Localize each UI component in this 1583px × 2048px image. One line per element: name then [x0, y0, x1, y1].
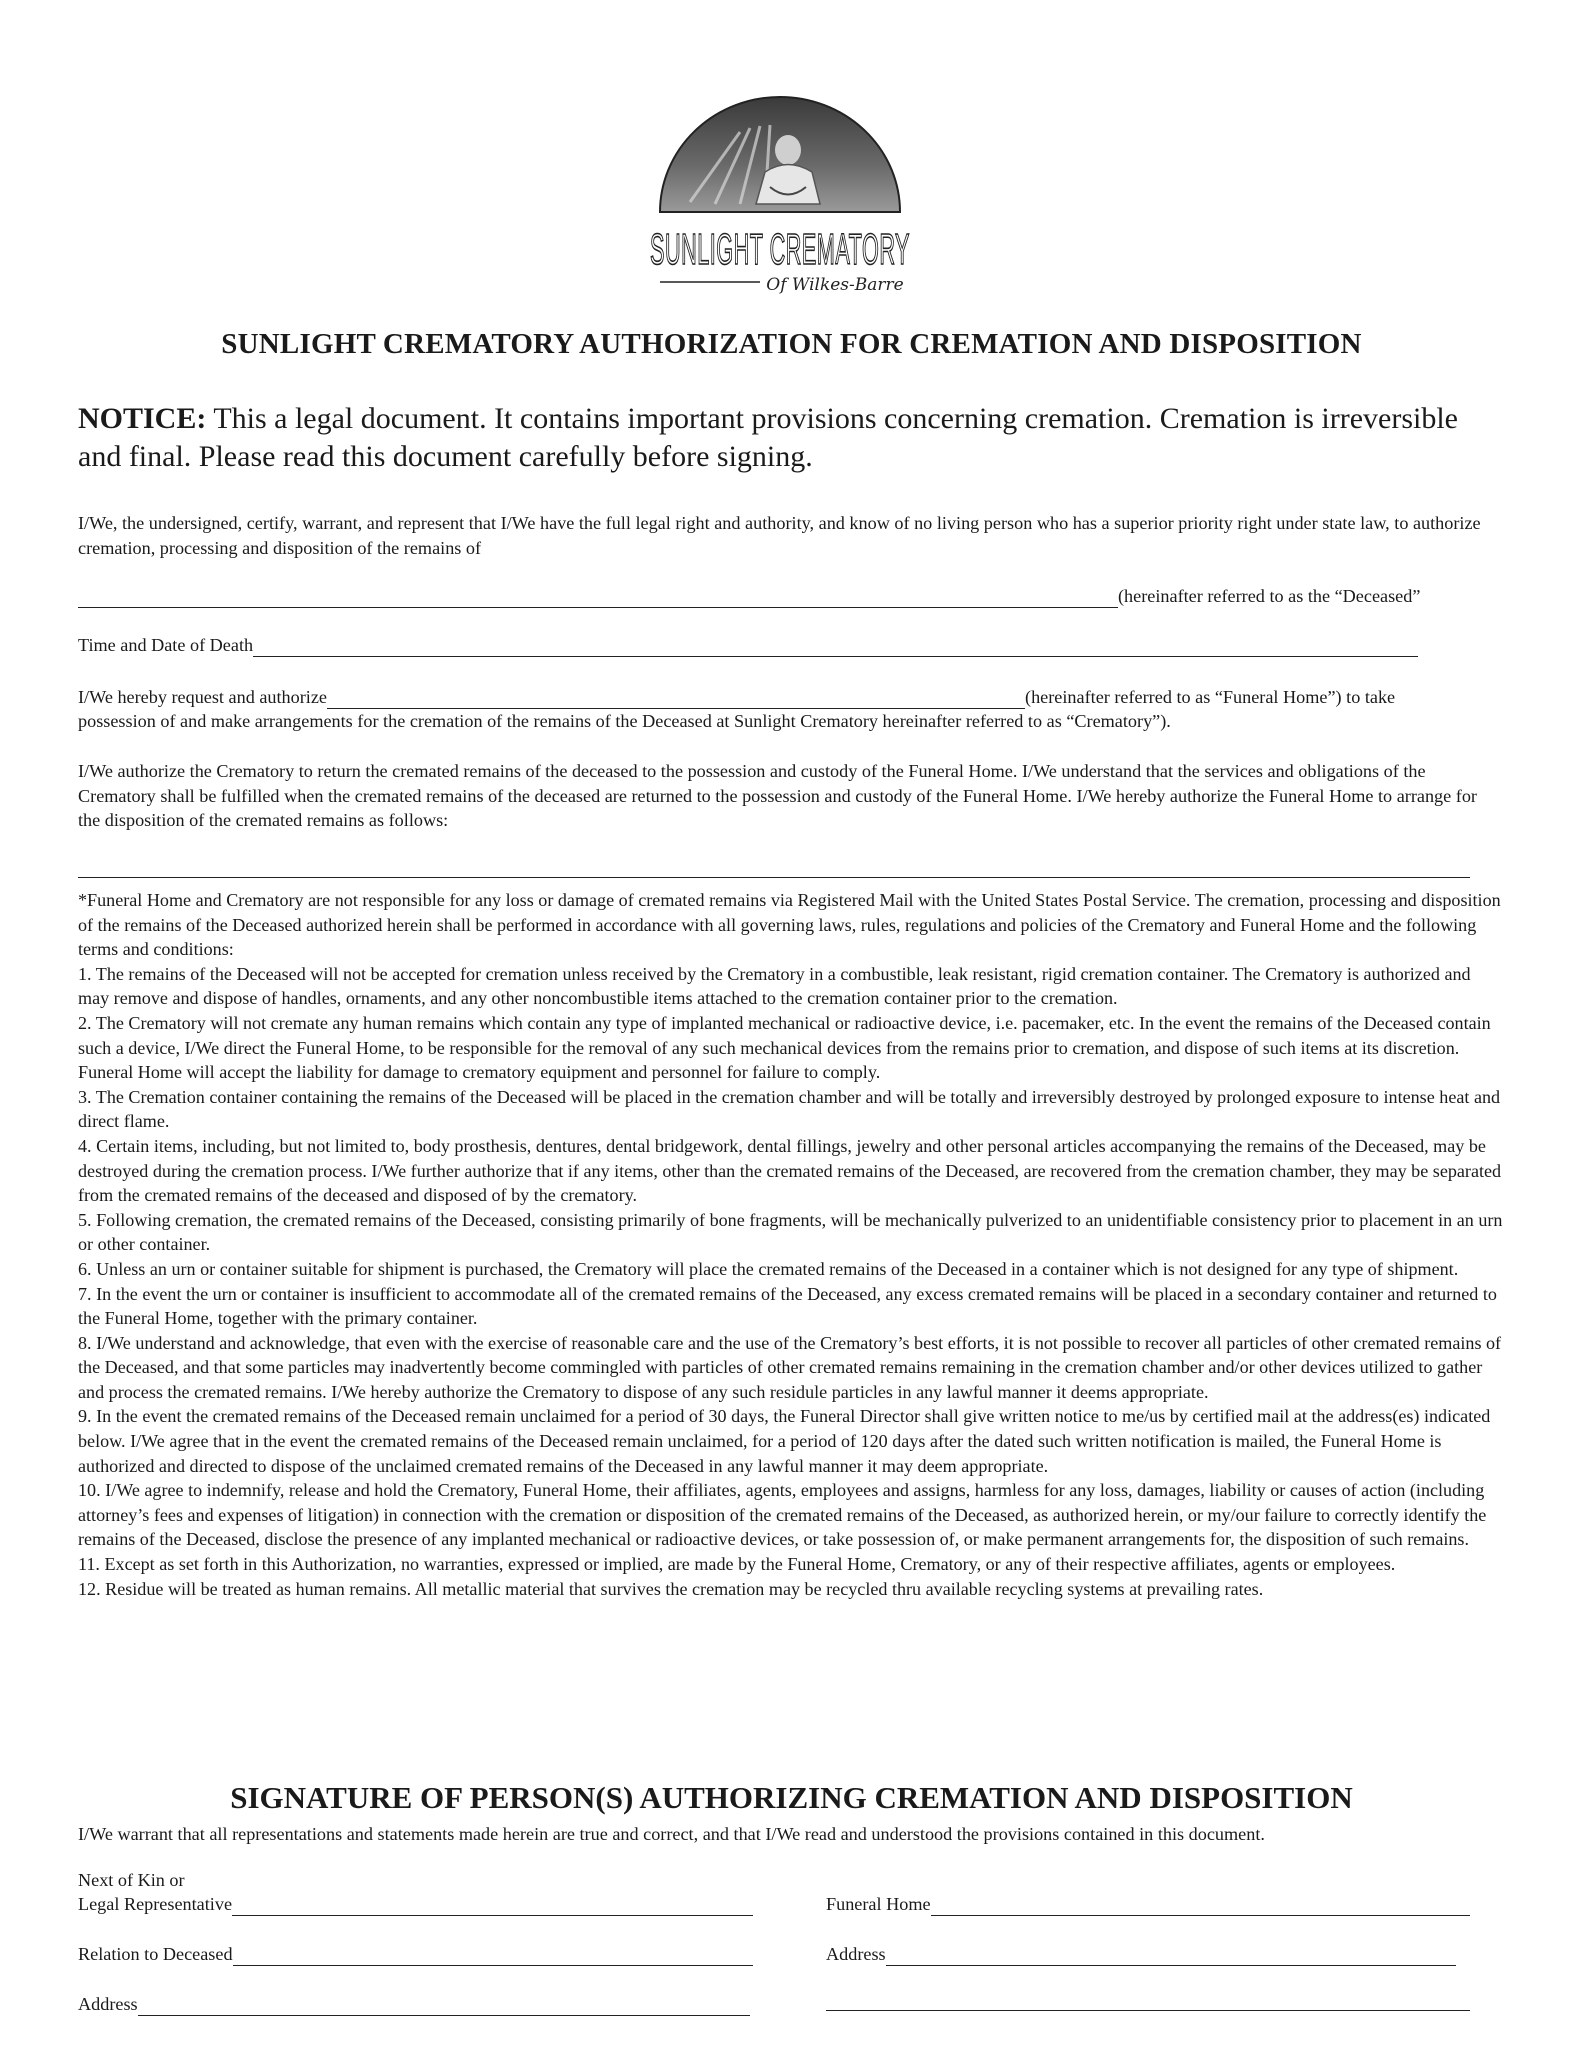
term-item: 11. Except as set forth in this Authorization, no warranties, expressed or implied, are made by the Funeral Home, Crematory, or any of their respective affiliates, agents or employees.	[78, 1554, 1396, 1575]
next-of-kin-line1	[78, 1868, 678, 1892]
time-date-field[interactable]	[253, 638, 1418, 657]
deceased-name-field[interactable]	[78, 589, 1118, 608]
legal-representative-row	[78, 1892, 753, 1916]
logo-subtitle: Of Wilkes-Barre	[766, 275, 904, 295]
sunlight-crematory-logo	[620, 92, 940, 302]
funeral-home-field[interactable]	[931, 1897, 1470, 1916]
funeral-address-label: Address	[826, 1944, 886, 1964]
signature-warrant: I/We warrant that all representations and statements made herein are true and correct, and that I/We read and understood the provisions contained in this document.	[78, 1824, 1265, 1844]
relation-label: Relation to Deceased	[78, 1944, 233, 1964]
deceased-row	[78, 584, 1498, 608]
notice-block	[78, 400, 1498, 476]
next-of-kin-label: Next of Kin or	[78, 1870, 185, 1890]
funeral-address-line2-row	[826, 1992, 1470, 2011]
disposition-row	[78, 859, 1498, 878]
term-item: 6. Unless an urn or container suitable for shipment is purchased, the Crematory will place the cremated remains of the Deceased in a container which is not designed for any type of shipment.	[78, 1258, 1459, 1279]
terms-intro: *Funeral Home and Crematory are not responsible for any loss or damage of cremated remains via Registered Mail with the United States Postal Service. The cremation, processing and disposition of the remains of the Deceased authorized herein shall be performed in accordance with all governing laws, rules, regulations and policies of the Crematory and Funeral Home and the following terms and conditions:	[78, 890, 1501, 960]
term-item: 7. In the event the urn or container is insufficient to accommodate all of the cremated remains of the Deceased, any excess cremated remains will be placed in a secondary container and returned to the Funeral Home, together with the primary container.	[78, 1283, 1497, 1329]
time-date-row	[78, 633, 1498, 657]
notice-text: This a legal document. It contains important provisions concerning cremation. Cremation is irreversible and final. Please read this document carefully before signing.	[78, 402, 1458, 473]
terms-section	[78, 888, 1503, 1601]
request-suffix: (hereinafter referred to as “Funeral Home”) to take	[1025, 687, 1396, 707]
request-prefix: I/We hereby request and authorize	[78, 687, 328, 707]
term-item: 3. The Cremation container containing the remains of the Deceased will be placed in the cremation chamber and will be totally and irreversibly destroyed by prolonged exposure to intense heat and direct flame.	[78, 1086, 1501, 1132]
funeral-address-line2-field[interactable]	[826, 1992, 1470, 2011]
term-item: 8. I/We understand and acknowledge, that even with the exercise of reasonable care and the use of the Crematory’s best efforts, it is not possible to recover all particles of other cremated remains of the Deceased, and that some particles may inadvertently become commingled with particles of other cremated remains remaining in the cremation chamber and/or other devices utilized to gather and process the cremated remains. I/We hereby authorize the Crematory to dispose of any such residule particles in any lawful manner it deems appropriate.	[78, 1332, 1502, 1402]
legal-representative-field[interactable]	[232, 1897, 753, 1916]
term-item: 4. Certain items, including, but not limited to, body prosthesis, dentures, dental bridgework, dental fillings, jewelry and other personal articles accompanying the remains of the Deceased, may be destroyed during the cremation process. I/We further authorize that if any items, other than the cremated remains of the Deceased, are recovered from the cremation chamber, they may be separated from the cremated remains of the deceased and disposed of by the crematory.	[78, 1135, 1502, 1206]
term-item: 5. Following cremation, the cremated remains of the Deceased, consisting primarily of bone fragments, will be mechanically pulverized to an unidentifiable consistency prior to placement in an urn or other container.	[78, 1209, 1503, 1255]
term-item: 12. Residue will be treated as human remains. All metallic material that survives the cremation may be recycled thru available recycling systems at prevailing rates.	[78, 1578, 1264, 1599]
return-paragraph: I/We authorize the Crematory to return the cremated remains of the deceased to the possession and custody of the Funeral Home. I/We understand that the services and obligations of the Crematory shall be fulfilled when the cremated remains of the deceased are returned to the possession and custody of the Funeral Home. I/We hereby authorize the Funeral Home to arrange for the disposition of the cremated remains as follows:	[78, 761, 1477, 830]
funeral-address-field[interactable]	[886, 1947, 1456, 1966]
logo-wordmark: SUNLIGHT CREMATORY	[650, 225, 910, 274]
term-item: 2. The Crematory will not cremate any human remains which contain any type of implanted mechanical or radioactive device, i.e. pacemaker, etc. In the event the remains of the Deceased contain such a device, I/We direct the Funeral Home, to be responsible for the removal of any such mechanical devices from the remains prior to cremation, and dispose of such items at its discretion. Funeral Home will accept the liability for damage to crematory equipment and personnel for failure to comply.	[78, 1012, 1491, 1083]
document-title: SUNLIGHT CREMATORY AUTHORIZATION FOR CREMATION AND DISPOSITION	[221, 328, 1362, 360]
kin-address-row	[78, 1992, 750, 2016]
term-item: 9. In the event the cremated remains of the Deceased remain unclaimed for a period of 30 days, the Funeral Director shall give written notice to me/us by certified mail at the address(es) indicated below. I/We agree that in the event the cremated remains of the Deceased remain unclaimed, for a period of 120 days after the dated such written notification is mailed, the Funeral Home is authorized and directed to dispose of the unclaimed cremated remains of the Deceased in any lawful manner it may deem appropriate.	[78, 1406, 1491, 1476]
legal-representative-label: Legal Representative	[78, 1894, 233, 1914]
kin-address-field[interactable]	[138, 1997, 750, 2016]
intro-paragraph: I/We, the undersigned, certify, warrant, and represent that I/We have the full legal right and authority, and know of no living person who has a superior priority right under state law, to authorize cremation, processing and disposition of the remains of	[78, 513, 1481, 558]
request-row	[78, 685, 1498, 709]
notice-label: NOTICE:	[78, 402, 207, 435]
disposition-field[interactable]	[78, 859, 1470, 878]
funeral-home-authorize-field[interactable]	[327, 690, 1025, 709]
deceased-suffix: (hereinafter referred to as the “Deceased”	[1118, 586, 1421, 606]
term-item: 10. I/We agree to indemnify, release and hold the Crematory, Funeral Home, their affiliates, agents, employees and assigns, harmless for any loss, damages, liability or causes of action (including attorney’s fees and expenses of litigation) in connection with the cremation or disposition of the cremated remains of the Deceased, as authorized herein, or my/our failure to correctly identify the remains of the Deceased, disclose the presence of any implanted mechanical or radioactive devices, or take possession of, or make permanent arrangements for, the disposition of such remains.	[78, 1480, 1487, 1550]
relation-field[interactable]	[233, 1947, 753, 1966]
request-continuation: possession of and make arrangements for the cremation of the remains of the Deceased at Sunlight Crematory hereinafter referred to as “Crematory”).	[78, 711, 1171, 731]
relation-row	[78, 1942, 753, 1966]
term-item: 1. The remains of the Deceased will not be accepted for cremation unless received by the Crematory in a combustible, leak resistant, rigid cremation container. The Crematory is authorized and may remove and dispose of handles, ornaments, and any other noncombustible items attached to the cremation container prior to the cremation.	[78, 963, 1471, 1009]
time-date-label: Time and Date of Death	[78, 635, 254, 655]
funeral-home-label: Funeral Home	[826, 1894, 931, 1914]
signature-title: SIGNATURE OF PERSON(S) AUTHORIZING CREMATION AND DISPOSITION	[230, 1780, 1353, 1815]
funeral-home-row	[826, 1892, 1470, 1916]
funeral-address-row	[826, 1942, 1456, 1966]
kin-address-label: Address	[78, 1994, 138, 2014]
